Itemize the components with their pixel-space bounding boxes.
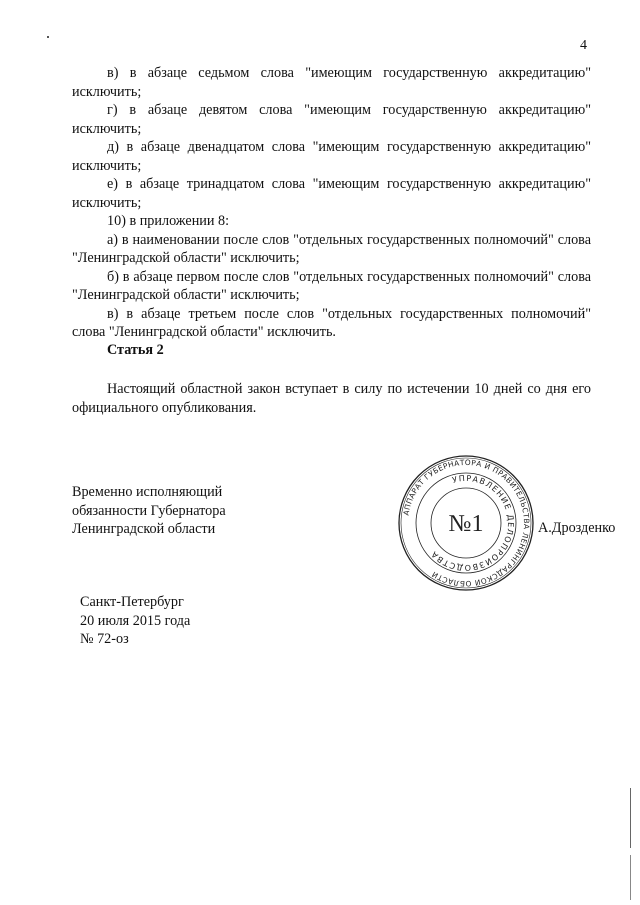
list-item: а) в наименовании после слов "отдельных государственных полномочий" слова "Ленинградской области" исключить;: [72, 231, 591, 266]
signer-line: Временно исполняющий: [72, 484, 223, 500]
seal-ring-text: АППАРАТ ГУБЕРНАТОРА И ПРАВИТЕЛЬСТВА ЛЕНИНГРАДСКОЙ ОБЛАСТИ: [401, 457, 532, 589]
scan-speck: [47, 36, 49, 38]
signer-name: А.Дрозденко: [538, 520, 616, 536]
list-item: б) в абзаце первом после слов "отдельных государственных полномочий" слова "Ленинградской области" исключить;: [72, 268, 591, 303]
seal-inner-text: УПРАВЛЕНИЕ ДЕЛОПРОИЗВОДСТВА: [428, 473, 516, 573]
seal-number: №1: [448, 511, 484, 537]
signer-line: обязанности Губернатора: [72, 502, 226, 519]
list-item: в) в абзаце третьем после слов "отдельных государственных полномочий" слова "Ленинградской области" исключить.: [72, 305, 591, 340]
article-heading: Статья 2: [107, 342, 164, 358]
scan-edge-line: [630, 788, 631, 848]
law-number: № 72-оз: [80, 631, 129, 647]
list-item: 10) в приложении 8:: [107, 213, 230, 229]
date: 20 июля 2015 года: [80, 612, 191, 629]
scan-edge-line: [630, 855, 631, 900]
place-and-date: [80, 593, 190, 649]
signer-line: Ленинградской области: [72, 521, 216, 537]
official-seal: [396, 453, 536, 593]
signer-title: [72, 483, 226, 539]
list-item: г) в абзаце девятом слова "имеющим государственную аккредитацию" исключить;: [72, 102, 591, 137]
article-text: Настоящий областной закон вступает в силу по истечении 10 дней со дня его официального опубликования.: [72, 381, 591, 416]
list-item: е) в абзаце тринадцатом слова "имеющим государственную аккредитацию" исключить;: [72, 176, 591, 211]
list-item: в) в абзаце седьмом слова "имеющим государственную аккредитацию" исключить;: [72, 65, 591, 100]
amendments-list: [72, 64, 591, 342]
list-item: д) в абзаце двенадцатом слова "имеющим государственную аккредитацию" исключить;: [72, 139, 591, 174]
page-number: 4: [580, 38, 587, 53]
city: Санкт-Петербург: [80, 594, 184, 610]
